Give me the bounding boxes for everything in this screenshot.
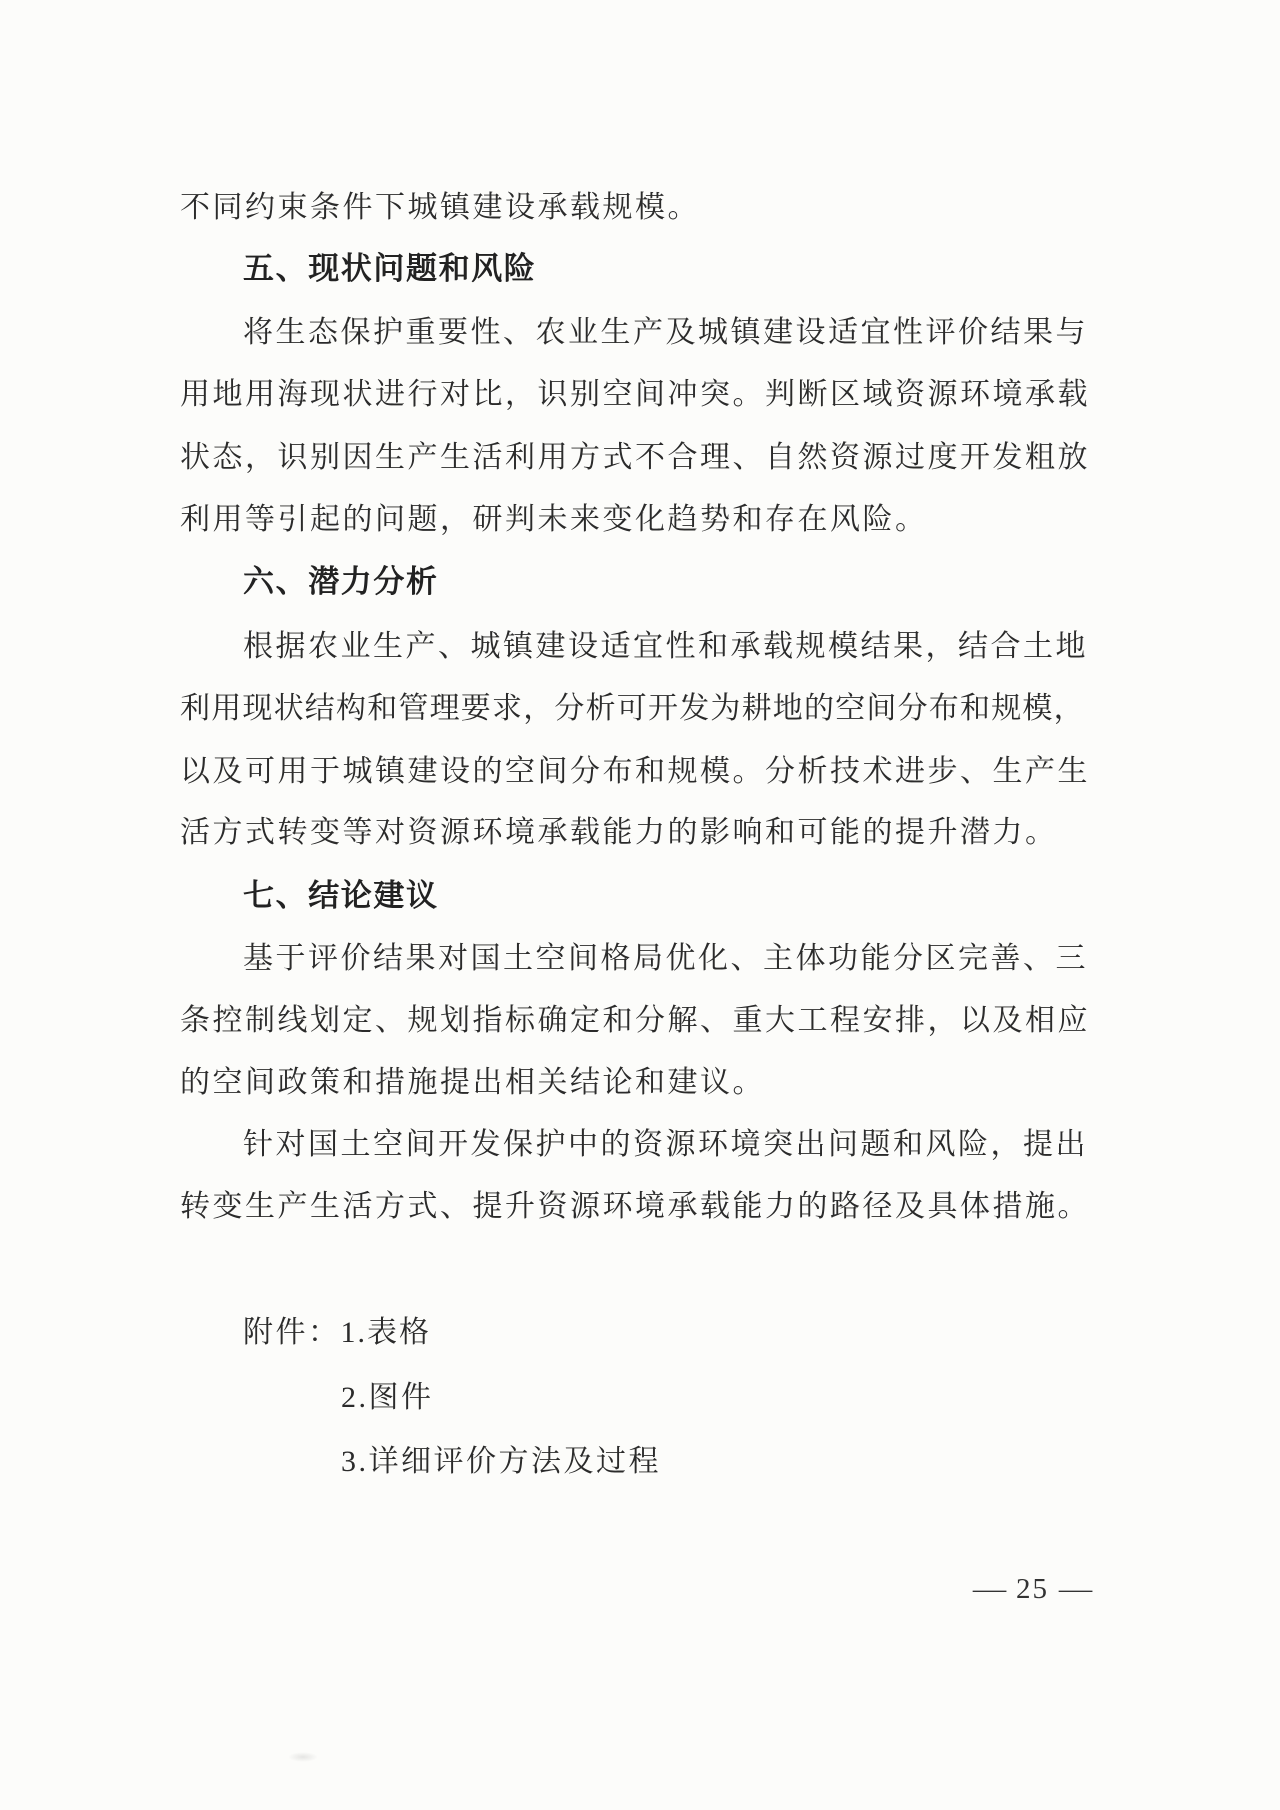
sec5-paragraph-line: 将生态保护重要性、农业生产及城镇建设适宜性评价结果与 xyxy=(243,316,1088,349)
attachment-item-3: 3.详细评价方法及过程 xyxy=(341,1445,661,1478)
scan-artifact xyxy=(288,1752,318,1762)
sec7-paragraph1-line: 条控制线划定、规划指标确定和分解、重大工程安排，以及相应 xyxy=(180,1004,1090,1037)
page-number-value: 25 xyxy=(1016,1573,1049,1605)
sec7-paragraph2-line: 转变生产生活方式、提升资源环境承载能力的路径及具体措施。 xyxy=(180,1190,1090,1223)
sec7-paragraph1-line: 的空间政策和措施提出相关结论和建议。 xyxy=(180,1066,765,1099)
intro-carryover-line: 不同约束条件下城镇建设承载规模。 xyxy=(180,191,700,224)
attachment-item-1: 1.表格 xyxy=(340,1316,431,1349)
section-heading-7: 七、结论建议 xyxy=(243,878,439,913)
sec5-paragraph-line: 用地用海现状进行对比，识别空间冲突。判断区域资源环境承载 xyxy=(180,378,1090,411)
sec7-paragraph1-line: 基于评价结果对国土空间格局优化、主体功能分区完善、三 xyxy=(243,942,1088,975)
sec6-paragraph-line: 以及可用于城镇建设的空间分布和规模。分析技术进步、生产生 xyxy=(180,755,1090,788)
page-number-dash-right: — xyxy=(1058,1573,1093,1605)
sec5-paragraph-line: 状态，识别因生产生活利用方式不合理、自然资源过度开发粗放 xyxy=(180,441,1090,474)
sec7-paragraph2-line: 针对国土空间开发保护中的资源环境突出问题和风险，提出 xyxy=(243,1128,1088,1161)
section-heading-6: 六、潜力分析 xyxy=(243,564,439,599)
sec5-paragraph-line: 利用等引起的问题，研判未来变化趋势和存在风险。 xyxy=(180,503,928,536)
sec6-paragraph-line: 活方式转变等对资源环境承载能力的影响和可能的提升潜力。 xyxy=(180,816,1058,849)
sec6-paragraph-line: 根据农业生产、城镇建设适宜性和承载规模结果，结合土地 xyxy=(243,630,1088,663)
attachments-row xyxy=(243,1315,431,1351)
page-number-dash-left: — xyxy=(972,1573,1007,1605)
page-number xyxy=(180,1572,1093,1606)
attachment-item-2: 2.图件 xyxy=(341,1381,434,1414)
sec6-paragraph-line: 利用现状结构和管理要求，分析可开发为耕地的空间分布和规模， xyxy=(180,692,1085,725)
attachments-label: 附件： xyxy=(243,1316,341,1349)
section-heading-5: 五、现状问题和风险 xyxy=(243,251,537,286)
